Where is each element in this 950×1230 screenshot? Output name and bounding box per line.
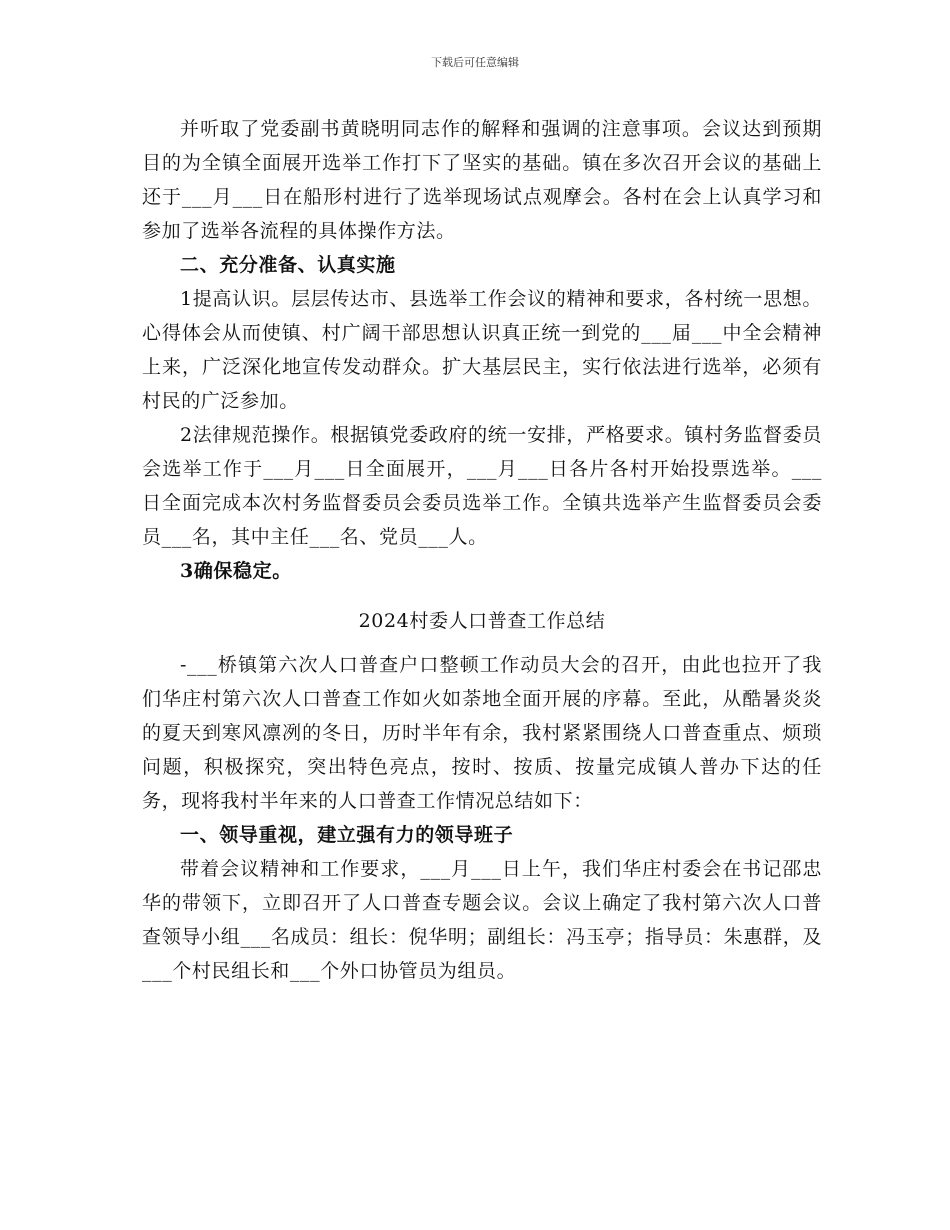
page-header: 下载后可任意编辑 [431,56,519,69]
paragraph-ensure-stability: 3确保稳定。 [180,560,292,582]
paragraph-meeting-summary: 并听取了党委副书黄晓明同志作的解释和强调的注意事项。会议达到预期目的为全镇全面展开选举工作打下了坚实的基础。镇在多次召开会议的基础上还于___月___日在船形村进行了选举现场试点观摩会。各村在会上认真学习和参加了选举各流程的具体操作方法。 [142,118,822,242]
document-body [142,112,822,988]
paragraph-census-intro: -___桥镇第六次人口普查户口整顿工作动员大会的召开，由此也拉开了我们华庄村第六次人口普查工作如火如荼地全面开展的序幕。至此，从酷暑炎炎的夏天到寒风凛冽的冬日，历时半年有余，我村紧紧围绕人口普查重点、烦琐问题，积极探究，突出特色亮点，按时、按质、按量完成镇人普办下达的任务，现将我村半年来的人口普查工作情况总结如下： [142,654,822,812]
section-heading-leadership: 一、领导重视，建立强有力的领导班子 [180,824,514,846]
paragraph-leadership-group: 带着会议精神和工作要求，___月___日上午，我们华庄村委会在书记邵忠华的带领下，立即召开了人口普查专题会议。会议上确定了我村第六次人口普查领导小组___名成员：组长：倪华明；副组长：冯玉亭；指导员：朱惠群，及___个村民组长和___个外口协管员为组员。 [142,858,822,982]
paragraph-raise-awareness: 1提高认识。层层传达市、县选举工作会议的精神和要求，各村统一思想。心得体会从而使镇、村广阔干部思想认识真正统一到党的___届___中全会精神上来，广泛深化地宣传发动群众。扩大基层民主，实行依法进行选举，必须有村民的广泛参加。 [142,288,822,412]
section-heading-preparation: 二、充分准备、认真实施 [180,254,396,276]
document-title: 2024村委人口普查工作总结 [358,610,606,632]
paragraph-legal-operation: 2法律规范操作。根据镇党委政府的统一安排，严格要求。镇村务监督委员会选举工作于___月___日全面展开，___月___日各片各村开始投票选举。___日全面完成本次村务监督委员会委员选举工作。全镇共选举产生监督委员会委员___名，其中主任___名、党员___人。 [142,424,822,548]
